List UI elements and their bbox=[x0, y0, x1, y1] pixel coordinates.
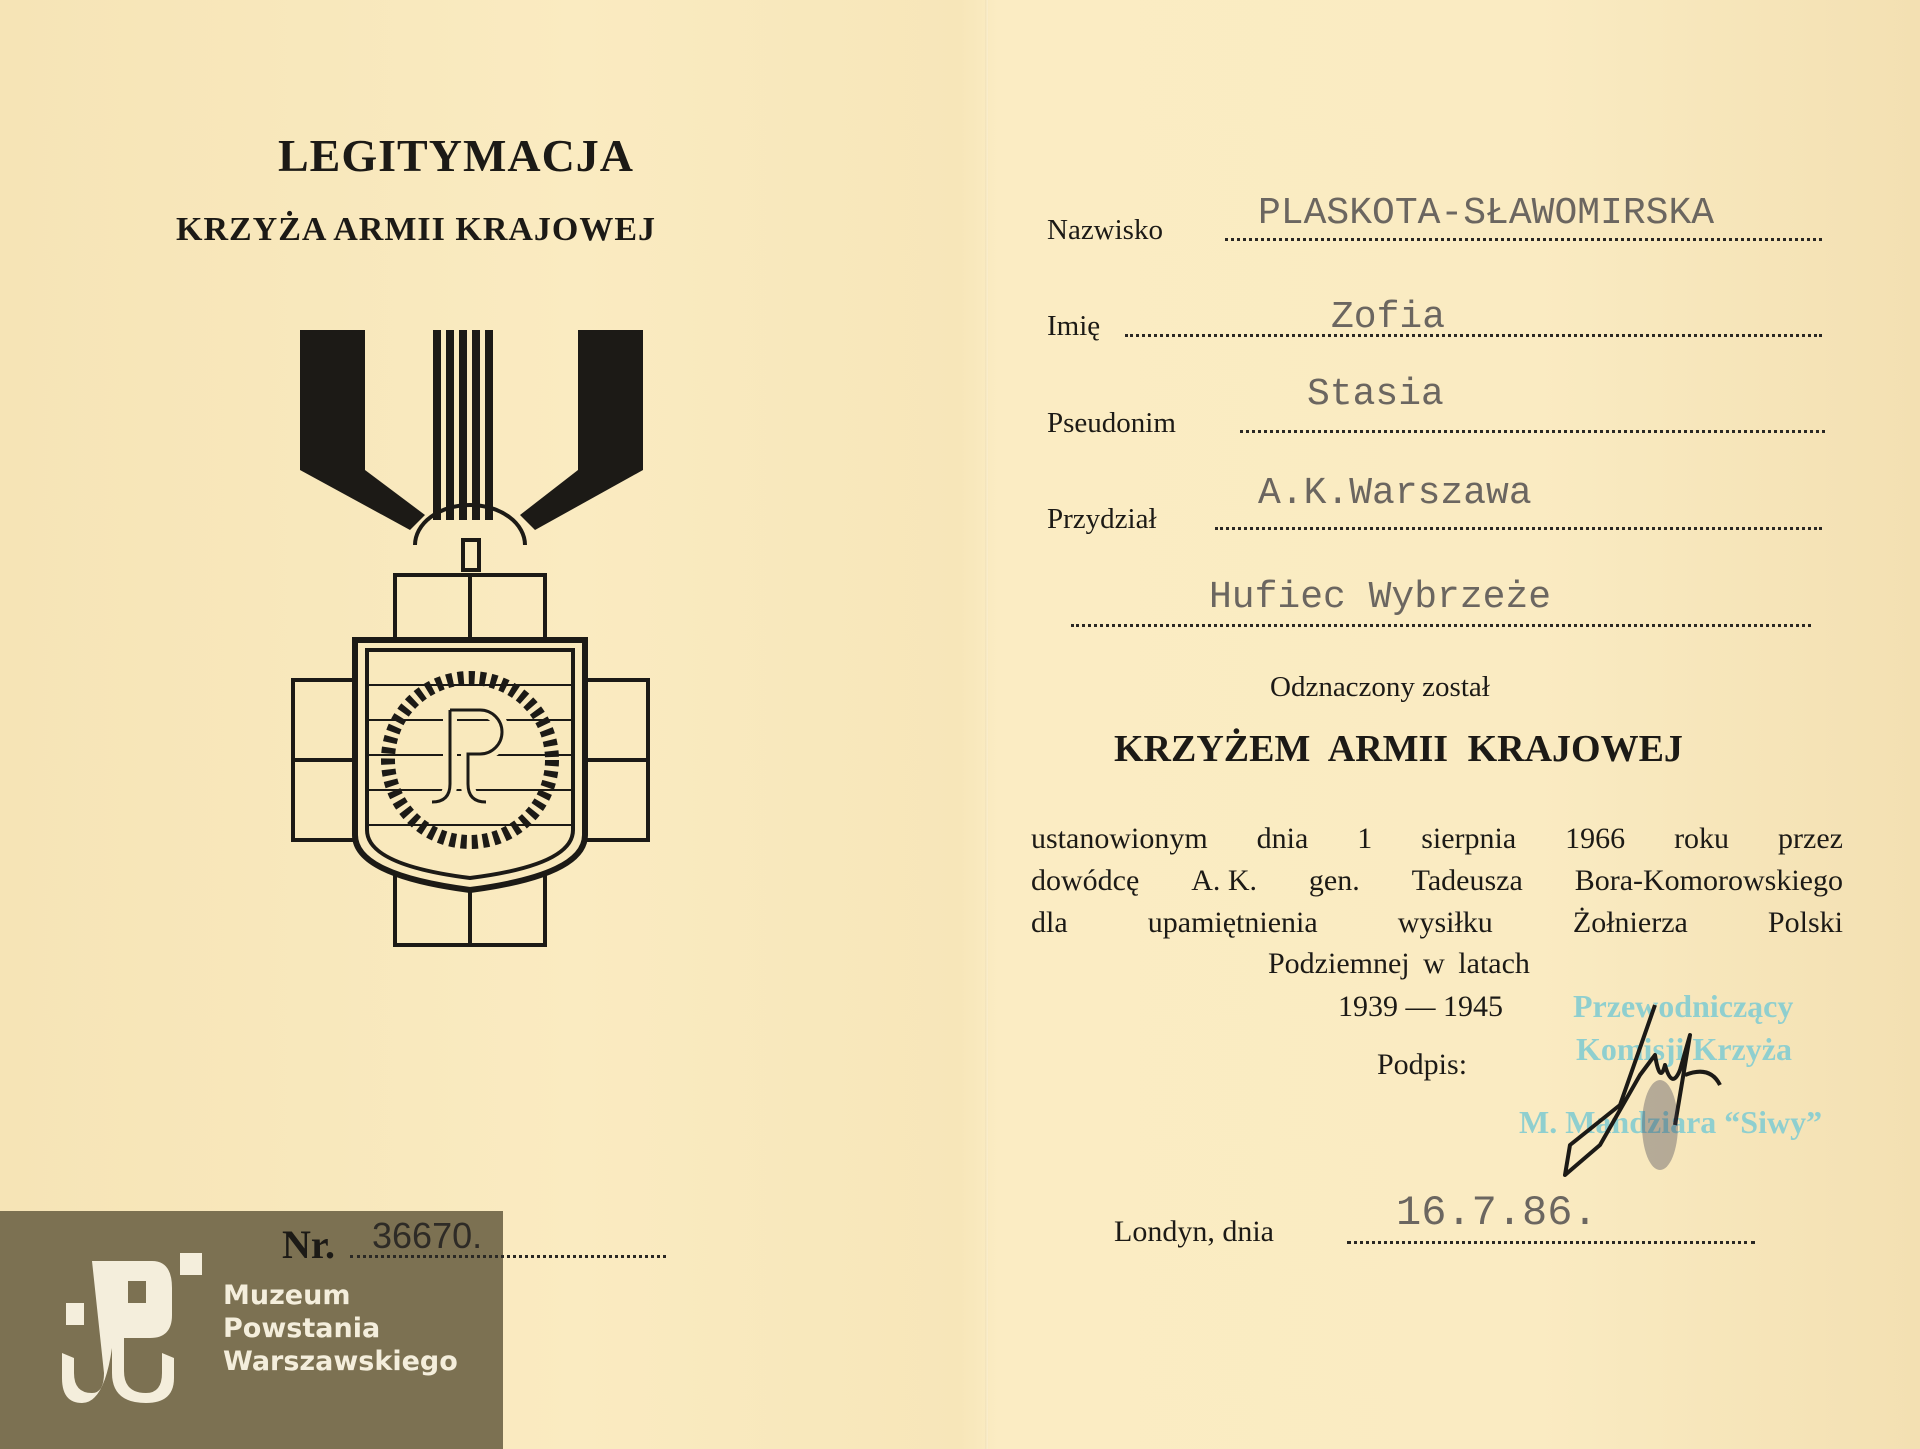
body-text-line-3 bbox=[1031, 908, 1843, 938]
stamp-line-1: Przewodniczący bbox=[1573, 988, 1794, 1024]
word: Tadeusza bbox=[1411, 864, 1523, 897]
field-label-first-name: Imię bbox=[1047, 310, 1101, 342]
field-value-unit: Hufiec Wybrzeże bbox=[1209, 576, 1552, 619]
word: upamiętnienia bbox=[1147, 906, 1318, 939]
body-text-line-4: Podziemnej w latach bbox=[1268, 947, 1530, 980]
word: Żołnierza bbox=[1572, 906, 1688, 939]
field-label-pseudonym: Pseudonim bbox=[1047, 407, 1176, 439]
date-dotted-line bbox=[1347, 1241, 1755, 1244]
body-text-line-2 bbox=[1031, 866, 1843, 896]
word: gen. bbox=[1308, 864, 1360, 897]
number-value: 36670. bbox=[372, 1215, 483, 1256]
word: przez bbox=[1778, 822, 1843, 855]
word: Polski bbox=[1767, 906, 1843, 939]
stamp-line-2: Komisji Krzyża bbox=[1576, 1031, 1792, 1067]
museum-name bbox=[223, 1279, 458, 1378]
museum-name-line: Warszawskiego bbox=[223, 1346, 458, 1377]
number-dotted-line bbox=[350, 1255, 666, 1258]
museum-name-line: Powstania bbox=[223, 1313, 381, 1344]
pseudonym-dotted-line bbox=[1240, 430, 1825, 433]
unit-dotted-line bbox=[1071, 624, 1811, 627]
years-text: 1939 — 1945 bbox=[1338, 990, 1503, 1023]
cross-medal-illustration bbox=[285, 325, 665, 950]
document-subtitle: KRZYŻA ARMII KRAJOWEJ bbox=[176, 211, 657, 248]
word: roku bbox=[1674, 822, 1730, 855]
handwritten-signature bbox=[1560, 995, 1770, 1195]
word: ustanowionym bbox=[1031, 822, 1208, 855]
first-name-dotted-line bbox=[1125, 334, 1822, 337]
word: A. K. bbox=[1191, 864, 1258, 897]
stamp-line-3: M. Mandziara “Siwy” bbox=[1519, 1104, 1823, 1140]
field-value-assignment: A.K.Warszawa bbox=[1258, 472, 1532, 515]
word: dla bbox=[1031, 906, 1068, 939]
surname-dotted-line bbox=[1225, 238, 1822, 241]
date-value: 16.7.86. bbox=[1396, 1189, 1598, 1237]
word: wysiłku bbox=[1397, 906, 1493, 939]
word: 1966 bbox=[1565, 822, 1626, 855]
award-name: KRZYŻEM ARMII KRAJOWEJ bbox=[1114, 728, 1683, 770]
field-value-pseudonym: Stasia bbox=[1307, 373, 1444, 416]
word: Bora-Komorowskiego bbox=[1574, 864, 1843, 897]
place-date-label: Londyn, dnia bbox=[1114, 1215, 1274, 1248]
word: dnia bbox=[1256, 822, 1309, 855]
word: sierpnia bbox=[1421, 822, 1517, 855]
body-text-line-1 bbox=[1031, 824, 1843, 854]
museum-logo-icon bbox=[62, 1253, 212, 1403]
field-label-assignment: Przydział bbox=[1047, 503, 1157, 535]
document-title: LEGITYMACJA bbox=[278, 130, 635, 181]
number-label: Nr. bbox=[282, 1222, 335, 1267]
page-fold bbox=[985, 0, 988, 1449]
signature-label: Podpis: bbox=[1377, 1048, 1468, 1081]
field-value-first-name: Zofia bbox=[1331, 296, 1446, 339]
assignment-dotted-line bbox=[1215, 527, 1822, 530]
awarded-label: Odznaczony został bbox=[1270, 671, 1490, 703]
field-label-surname: Nazwisko bbox=[1047, 214, 1163, 246]
word: dowódcę bbox=[1031, 864, 1140, 897]
field-value-surname: PLASKOTA-SŁAWOMIRSKA bbox=[1258, 192, 1715, 235]
word: 1 bbox=[1357, 822, 1373, 855]
museum-name-line: Muzeum bbox=[223, 1280, 351, 1311]
